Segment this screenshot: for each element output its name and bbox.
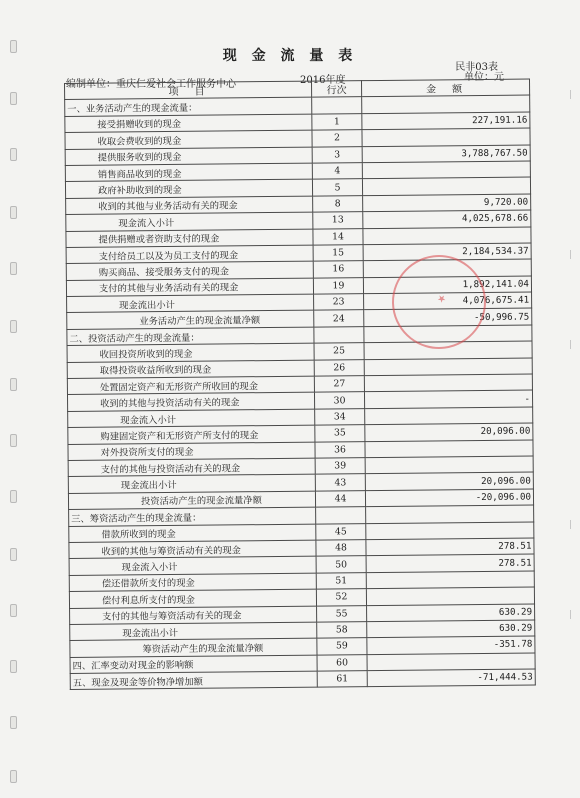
- row-item: 现金流入小计: [68, 409, 315, 428]
- fiscal-year: 2016年度: [300, 75, 346, 86]
- edge-mark: [570, 520, 574, 529]
- row-amount: 630.29: [367, 604, 535, 622]
- header-item: 项 目: [65, 81, 312, 100]
- row-item: 支付的其他与业务活动有关的现金: [66, 278, 313, 297]
- row-amount: [366, 522, 534, 540]
- document-title: 现 金 流 量 表: [222, 48, 358, 64]
- edge-mark: [570, 340, 574, 349]
- row-line-number: 55: [317, 605, 367, 622]
- row-item: 二、投资活动产生的现金流量：: [67, 327, 314, 346]
- row-amount: [366, 571, 534, 589]
- row-amount: [365, 440, 533, 458]
- row-item: 购建固定资产和无形资产所支付的现金: [68, 425, 315, 444]
- row-amount: [362, 128, 530, 146]
- row-amount: 20,096.00: [365, 472, 533, 490]
- row-line-number: 34: [315, 408, 365, 425]
- row-line-number: 19: [313, 277, 363, 294]
- row-line-number: 13: [313, 212, 363, 229]
- header-line: 行次: [311, 81, 361, 98]
- row-amount: 630.29: [367, 620, 535, 638]
- punch-hole: [10, 770, 17, 783]
- row-line-number: 39: [315, 458, 365, 475]
- row-line-number: 58: [317, 622, 367, 639]
- row-item: 购买商品、接受服务支付的现金: [66, 261, 313, 280]
- row-amount: [365, 456, 533, 474]
- punch-hole: [10, 660, 17, 673]
- row-item: 借款所收到的现金: [69, 524, 316, 543]
- row-line-number: 60: [317, 654, 367, 671]
- row-amount: 3,788,767.50: [362, 145, 530, 163]
- currency-unit: 单位：元: [464, 72, 504, 83]
- row-item: 一、业务活动产生的现金流量：: [65, 98, 312, 117]
- row-line-number: 48: [316, 540, 366, 557]
- row-amount: 1,892,141.04: [363, 276, 531, 294]
- edge-mark: [570, 90, 574, 99]
- punch-hole: [10, 378, 17, 391]
- row-amount: [364, 358, 532, 376]
- row-line-number: 14: [313, 228, 363, 245]
- row-line-number: 1: [312, 113, 362, 130]
- row-line-number: 26: [314, 359, 364, 376]
- row-line-number: 50: [316, 556, 366, 573]
- row-amount: 20,096.00: [365, 423, 533, 441]
- row-amount: 9,720.00: [363, 194, 531, 212]
- row-item: 提供服务收到的现金: [65, 147, 312, 166]
- punch-hole: [10, 262, 17, 275]
- row-amount: [362, 161, 530, 179]
- binding-holes: [4, 0, 18, 798]
- row-amount: 4,076,675.41: [364, 292, 532, 310]
- row-line-number: 16: [313, 261, 363, 278]
- row-amount: 227,191.16: [362, 112, 530, 130]
- row-item: 筹资活动产生的现金流量净额: [70, 638, 317, 657]
- row-item: 现金流出小计: [70, 622, 317, 641]
- seal-stamp: ★: [373, 236, 505, 368]
- row-line-number: 44: [315, 490, 365, 507]
- row-item: 偿还借款所支付的现金: [69, 573, 316, 592]
- form-number: 民非03表: [455, 62, 498, 73]
- row-line-number: 61: [317, 671, 367, 688]
- row-line-number: 2: [312, 130, 362, 147]
- cash-flow-table: [64, 79, 536, 691]
- row-line-number: 5: [312, 179, 362, 196]
- row-item: 收到的其他与业务活动有关的现金: [66, 196, 313, 215]
- table-row: [70, 669, 535, 690]
- punch-hole: [10, 604, 17, 617]
- row-item: 对外投资所支付的现金: [68, 442, 315, 461]
- punch-hole: [10, 320, 17, 333]
- punch-hole: [10, 548, 17, 561]
- row-line-number: 8: [313, 195, 363, 212]
- row-item: 政府补助收到的现金: [65, 179, 312, 198]
- row-amount: [367, 653, 535, 671]
- row-item: 偿付利息所支付的现金: [69, 589, 316, 608]
- row-line-number: 59: [317, 638, 367, 655]
- row-amount: -71,444.53: [367, 669, 535, 687]
- punch-hole: [10, 206, 17, 219]
- row-amount: 278.51: [366, 538, 534, 556]
- row-item: 收到的其他与投资活动有关的现金: [67, 393, 314, 412]
- row-line-number: 51: [316, 572, 366, 589]
- row-line-number: 23: [314, 294, 364, 311]
- row-item: 接受捐赠收到的现金: [65, 114, 312, 133]
- row-line-number: 52: [316, 589, 366, 606]
- row-item: 五、现金及现金等价物净增加额: [70, 671, 317, 690]
- punch-hole: [10, 92, 17, 105]
- row-item: 现金流出小计: [67, 294, 314, 313]
- row-line-number: [314, 326, 364, 343]
- reporting-entity: 编制单位：重庆仁爱社会工作服务中心: [66, 79, 236, 90]
- edge-mark: [570, 250, 574, 259]
- row-item: 收取会费收到的现金: [65, 130, 312, 149]
- row-amount: 2,184,534.37: [363, 243, 531, 261]
- punch-hole: [10, 490, 17, 503]
- table-body: [65, 95, 536, 689]
- row-item: 现金流出小计: [68, 474, 315, 493]
- row-line-number: 30: [314, 392, 364, 409]
- row-line-number: 43: [315, 474, 365, 491]
- edge-mark: [570, 610, 574, 619]
- row-item: 销售商品收到的现金: [65, 163, 312, 182]
- row-line-number: 45: [316, 523, 366, 540]
- row-item: 支付给员工以及为员工支付的现金: [66, 245, 313, 264]
- row-item: 四、汇率变动对现金的影响额: [70, 655, 317, 674]
- row-amount: [366, 505, 534, 523]
- row-item: 提供捐赠或者资助支付的现金: [66, 229, 313, 248]
- row-line-number: 35: [315, 425, 365, 442]
- row-item: 三、筹资活动产生的现金流量：: [69, 507, 316, 526]
- row-line-number: [312, 97, 362, 114]
- row-item: 投资活动产生的现金流量净额: [68, 491, 315, 510]
- row-item: 处置固定资产和无形资产所收回的现金: [67, 376, 314, 395]
- row-item: 支付的其他与投资活动有关的现金: [68, 458, 315, 477]
- row-line-number: 24: [314, 310, 364, 327]
- row-amount: [362, 177, 530, 195]
- row-item: 取得投资收益所收到的现金: [67, 360, 314, 379]
- row-amount: -: [364, 390, 532, 408]
- row-line-number: 4: [312, 163, 362, 180]
- row-line-number: 25: [314, 343, 364, 360]
- row-amount: -351.78: [367, 636, 535, 654]
- row-line-number: 36: [315, 441, 365, 458]
- row-amount: [363, 227, 531, 245]
- punch-hole: [10, 148, 17, 161]
- row-amount: 278.51: [366, 554, 534, 572]
- row-item: 业务活动产生的现金流量净额: [67, 311, 314, 330]
- punch-hole: [10, 434, 17, 447]
- row-line-number: 15: [313, 245, 363, 262]
- row-item: 现金流入小计: [69, 556, 316, 575]
- row-amount: 4,025,678.66: [363, 210, 531, 228]
- row-item: 收回投资所收到的现金: [67, 343, 314, 362]
- row-amount: -50,996.75: [364, 308, 532, 326]
- row-item: 收到的其他与筹资活动有关的现金: [69, 540, 316, 559]
- header-amount: 金 额: [361, 79, 529, 97]
- row-amount: -20,096.00: [365, 489, 533, 507]
- row-line-number: [316, 507, 366, 524]
- row-item: 现金流入小计: [66, 212, 313, 231]
- row-amount: [366, 587, 534, 605]
- row-line-number: 27: [314, 376, 364, 393]
- row-line-number: 3: [312, 146, 362, 163]
- row-amount: [362, 95, 530, 113]
- row-amount: [365, 407, 533, 425]
- row-amount: [364, 374, 532, 392]
- punch-hole: [10, 716, 17, 729]
- row-item: 支付的其他与筹资活动有关的现金: [70, 606, 317, 625]
